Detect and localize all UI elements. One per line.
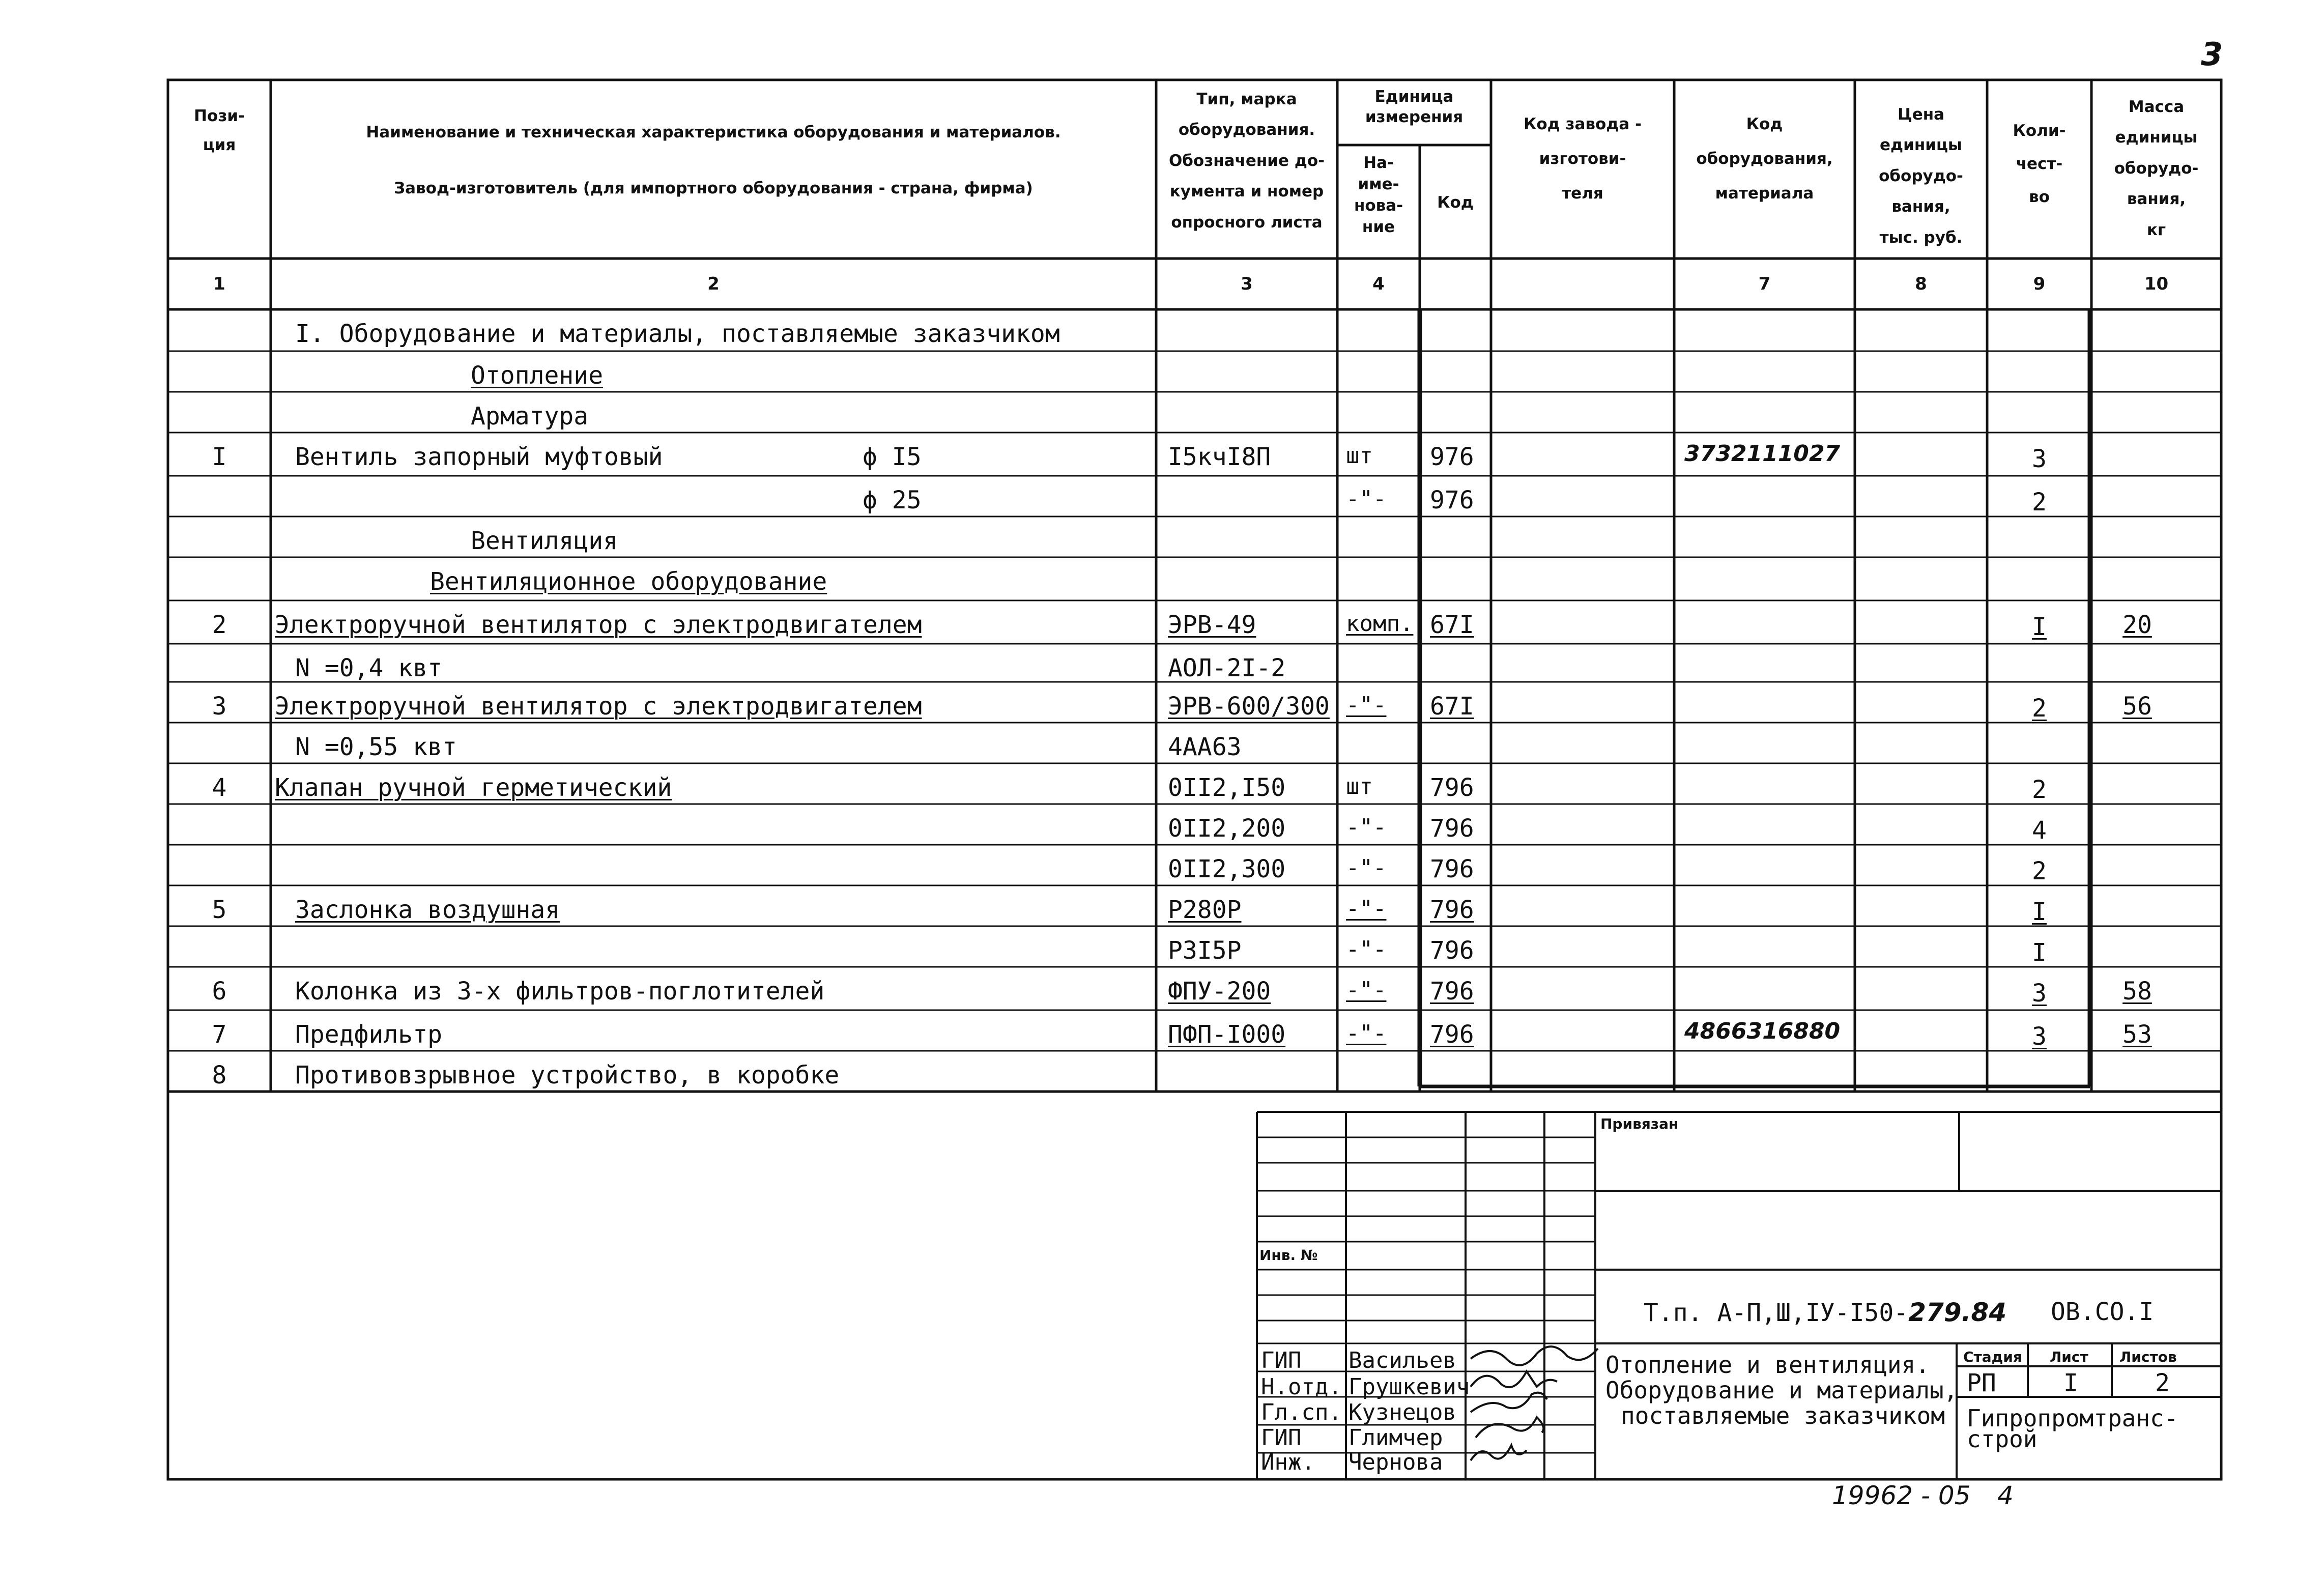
row-type: ЭРВ-600/300: [1168, 692, 1330, 721]
row-type: 0II2,300: [1168, 855, 1286, 883]
row-quantity: 3: [2032, 979, 2047, 1008]
row-unit-code: 796: [1430, 896, 1474, 924]
row-unit-code: 67I: [1430, 611, 1474, 639]
signatory-role: ГИП: [1261, 1425, 1302, 1451]
row-unit: шт: [1346, 773, 1373, 799]
row-name: N =0,4 квт: [295, 654, 442, 682]
stage-value: РП: [1967, 1369, 1996, 1397]
row-name: Противовзрывное устройство, в коробке: [295, 1061, 840, 1089]
col-number-1: 1: [213, 274, 225, 294]
row-quantity: 2: [2032, 857, 2047, 885]
header-name-b: Завод-изготовитель (для импортного оборудования - страна, фирма): [394, 179, 1033, 197]
header-position: Пози- ция: [194, 107, 245, 155]
row-type: 4АА63: [1168, 733, 1242, 761]
organization-line-1: Гипропромтранс-: [1967, 1404, 2178, 1432]
signatory-name: Грушкевич: [1349, 1374, 1470, 1400]
row-diameter: ϕ 25: [863, 486, 922, 514]
row-type: 0II2,I50: [1168, 773, 1286, 802]
signatory-role: Инж.: [1261, 1449, 1315, 1475]
sheet-code: ОВ.СО.I: [2051, 1298, 2154, 1326]
row-unit: -"-: [1346, 896, 1387, 922]
row-unit-code: 796: [1430, 855, 1474, 883]
row-name: Вентиль запорный муфтовый: [295, 443, 663, 471]
row-unit: -"-: [1346, 1020, 1387, 1046]
row-position: 3: [212, 692, 227, 721]
title-line-1: Отопление и вентиляция.: [1605, 1351, 1930, 1379]
row-type: I5кчI8П: [1168, 443, 1271, 471]
row-quantity: 2: [2032, 694, 2047, 723]
header-material-code: Код оборудования, материала: [1696, 115, 1833, 203]
row-unit-code: 796: [1430, 977, 1474, 1006]
row-unit-code: 796: [1430, 814, 1474, 843]
row-unit: -"-: [1346, 977, 1387, 1003]
row-unit-code: 796: [1430, 936, 1474, 965]
row-unit-code: 67I: [1430, 692, 1474, 721]
col-number-4: 4: [1372, 274, 1385, 294]
row-unit: -"-: [1346, 814, 1387, 840]
signatory-role: Н.отд.: [1261, 1374, 1342, 1400]
signatory-name: Васильев: [1349, 1347, 1456, 1373]
row-unit: -"-: [1346, 692, 1387, 718]
row-position: 4: [212, 773, 227, 802]
col-number-7: 7: [1758, 274, 1771, 294]
row-material-code: 3732111027: [1684, 441, 1841, 467]
row-name: Вентиляционное оборудование: [430, 567, 827, 596]
row-type: Р280Р: [1168, 896, 1242, 924]
col-number-10: 10: [2144, 274, 2169, 294]
header-quantity: Коли- чест- во: [2013, 122, 2066, 207]
signatory-name: Глимчер: [1349, 1425, 1443, 1451]
sheets-value: 2: [2155, 1369, 2170, 1397]
col-number-8: 8: [1915, 274, 1927, 294]
row-unit: шт: [1346, 443, 1373, 469]
row-name: Предфильтр: [295, 1020, 442, 1049]
organization-line-2: строй: [1967, 1425, 2038, 1453]
row-material-code: 4866316880: [1684, 1018, 1841, 1044]
row-quantity: 2: [2032, 488, 2047, 517]
row-type: 0II2,200: [1168, 814, 1286, 843]
document-code-hand: 279.84: [1908, 1298, 2007, 1327]
row-position: 8: [212, 1061, 227, 1089]
row-position: 7: [212, 1020, 227, 1049]
stage-label: Стадия: [1963, 1349, 2022, 1365]
row-name: Заслонка воздушная: [295, 896, 560, 924]
row-name: I. Оборудование и материалы, поставляемые заказчиком: [295, 320, 1060, 348]
title-line-3: поставляемые заказчиком: [1621, 1402, 1945, 1429]
row-position: 6: [212, 977, 227, 1006]
page-number: 3: [2201, 36, 2223, 73]
row-position: I: [212, 443, 227, 471]
row-quantity: 4: [2032, 816, 2047, 845]
row-type: Р3I5Р: [1168, 936, 1242, 965]
row-name: N =0,55 квт: [295, 733, 457, 761]
row-name: Электроручной вентилятор с электродвигателем: [275, 692, 922, 721]
signatory-role: Гл.сп.: [1261, 1399, 1342, 1425]
row-mass: 20: [2122, 611, 2152, 639]
inv-no-label: Инв. №: [1259, 1247, 1318, 1264]
header-unit-code: Код: [1437, 193, 1474, 212]
row-unit: -"-: [1346, 855, 1387, 881]
row-quantity: 3: [2032, 1022, 2047, 1051]
row-position: 5: [212, 896, 227, 924]
page-mark: 4: [1997, 1481, 2014, 1510]
signatures: [1471, 1346, 1598, 1460]
col-number-3: 3: [1241, 274, 1253, 294]
col-number-9: 9: [2033, 274, 2046, 294]
header-name-a: Наименование и техническая характеристика оборудования и материалов.: [366, 123, 1061, 141]
privyazan-label: Привязан: [1600, 1115, 1679, 1132]
row-unit-code: 976: [1430, 443, 1474, 471]
row-unit-code: 796: [1430, 1020, 1474, 1049]
row-position: 2: [212, 611, 227, 639]
header-type: Тип, марка оборудования. Обозначение до- кумента и номер опросного листа: [1168, 90, 1325, 232]
header-mass: Масса единицы оборудо- вания, кг: [2114, 98, 2199, 239]
row-type: ПФП-I000: [1168, 1020, 1286, 1049]
row-mass: 53: [2122, 1020, 2152, 1049]
row-name: Колонка из 3-х фильтров-поглотителей: [295, 977, 825, 1006]
row-type: ФПУ-200: [1168, 977, 1271, 1006]
row-unit: -"-: [1346, 936, 1387, 962]
signatory-role: ГИП: [1261, 1347, 1302, 1373]
row-quantity: 2: [2032, 776, 2047, 804]
header-price: Цена единицы оборудо- вания, тыс. руб.: [1879, 105, 1963, 247]
row-name: Клапан ручной герметический: [275, 773, 672, 802]
row-name: Электроручной вентилятор с электродвигателем: [275, 611, 922, 639]
document-code: Т.п. А-П,Ш,IУ-I50-279.84: [1644, 1298, 2007, 1327]
signatory-name: Чернова: [1349, 1449, 1443, 1475]
row-quantity: I: [2032, 938, 2047, 967]
row-unit-code: 796: [1430, 773, 1474, 802]
archive-number: 19962 - 05: [1832, 1481, 1971, 1510]
row-quantity: I: [2032, 898, 2047, 926]
sheet-label: Лист: [2050, 1349, 2088, 1365]
row-quantity: 3: [2032, 445, 2047, 473]
header-maker-code: Код завода - изготови- теля: [1524, 115, 1642, 203]
row-mass: 58: [2122, 977, 2152, 1006]
row-unit: комп.: [1346, 611, 1414, 637]
col-number-2: 2: [707, 274, 720, 294]
sheet-value: I: [2063, 1369, 2078, 1397]
row-type: ЭРВ-49: [1168, 611, 1256, 639]
row-mass: 56: [2122, 692, 2152, 721]
row-name: Вентиляция: [471, 527, 618, 555]
row-unit: -"-: [1346, 486, 1387, 512]
header-unit-name: На- име- нова- ние: [1354, 154, 1403, 236]
title-line-2: Оборудование и материалы,: [1605, 1377, 1958, 1404]
row-diameter: ϕ I5: [863, 443, 922, 471]
row-type: АОЛ-2I-2: [1168, 654, 1286, 682]
sheets-label: Листов: [2119, 1349, 2177, 1365]
row-name: Арматура: [471, 402, 589, 431]
header-unit: Единица измерения: [1365, 88, 1464, 127]
signatory-name: Кузнецов: [1349, 1399, 1456, 1425]
row-unit-code: 976: [1430, 486, 1474, 514]
row-quantity: I: [2032, 613, 2047, 641]
row-name: Отопление: [471, 361, 604, 390]
